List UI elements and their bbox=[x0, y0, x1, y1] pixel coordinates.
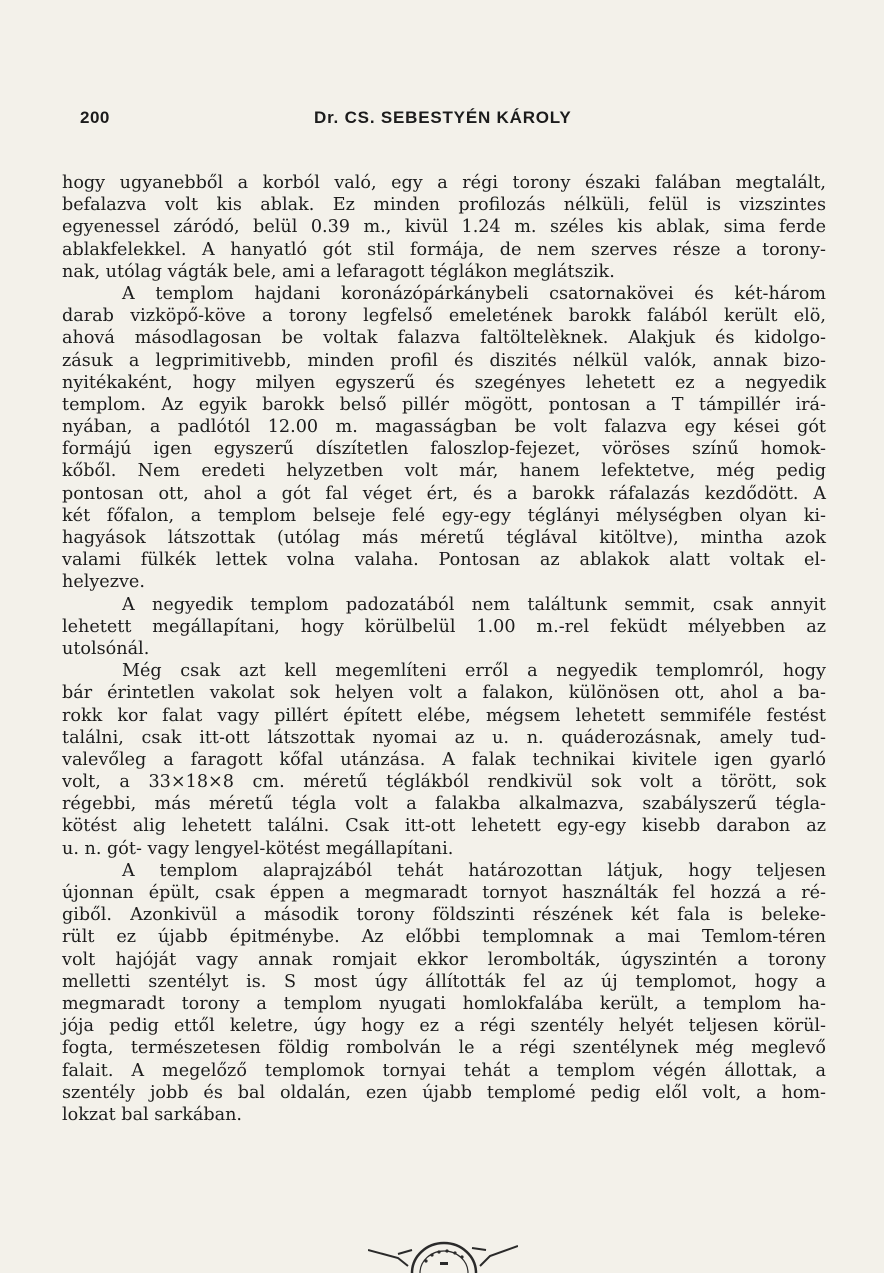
text-line: hogy ugyanebből a korból való, egy a régi torony északi falában megtalált, bbox=[62, 173, 826, 193]
text-line: volt hajóját vagy annak romjait ekkor lerombolták, úgyszintén a torony bbox=[62, 949, 826, 970]
text-line: ahová másodlagosan be voltak falazva faltöltelèknek. Alakjuk és kidolgo- bbox=[62, 328, 826, 349]
text-line: nak, utólag vágták bele, ami a lefaragott téglákon meglátszik. bbox=[62, 261, 615, 282]
page-header bbox=[60, 108, 824, 136]
text-line: pontosan ott, ahol a gót fal véget ért, és a barokk ráfalazás kezdődött. A bbox=[62, 483, 826, 504]
running-head: Dr. CS. SEBESTYÉN KÁROLY bbox=[314, 108, 572, 127]
text-line: helyezve. bbox=[62, 572, 145, 593]
text-line: valevőleg a faragott kőfal utánzása. A falak technikai kivitele igen gyarló bbox=[62, 749, 826, 770]
body-text bbox=[62, 172, 826, 1126]
text-line: befalazva volt kis ablak. Ez minden profilozás nélküli, felül is vizszintes bbox=[62, 195, 826, 216]
text-line: nyitékaként, hogy milyen egyszerű és szegényes lehetett ez a negyedik bbox=[62, 372, 826, 393]
text-line: utolsónál. bbox=[62, 638, 150, 659]
text-line: kötést alig lehetett találni. Csak itt-ott lehetett egy-egy kisebb darabon az bbox=[62, 816, 826, 837]
text-line: fogta, természetesen földig rombolván le a régi szentélynek még meglevő bbox=[62, 1038, 826, 1059]
library-stamp-icon bbox=[368, 1228, 518, 1273]
text-line: rokk kor falat vagy pillért épített elébe, mégsem lehetett semmiféle festést bbox=[62, 705, 826, 726]
text-line: volt, a 33×18×8 cm. méretű téglákból rendkivül sok volt a törött, sok bbox=[62, 772, 826, 793]
text-line: találni, csak itt-ott látszottak nyomai az u. n. quáderozásnak, amely tud- bbox=[62, 727, 826, 748]
text-line: zásuk a legprimitivebb, minden profil és diszités nélkül valók, annak bizo- bbox=[62, 350, 826, 371]
text-line: kőből. Nem eredeti helyzetben volt már, hanem lefektetve, még pedig bbox=[62, 461, 826, 482]
text-line: melletti szentélyt is. S most úgy állították fel az új templomot, hogy a bbox=[62, 971, 826, 992]
text-line: lehetett megállapítani, hogy körülbelül 1.00 m.-rel feküdt mélyebben az bbox=[62, 616, 826, 637]
text-line: szentély jobb és bal oldalán, ezen újabb templomé pedig elől volt, a hom- bbox=[62, 1082, 826, 1103]
text-line: megmaradt torony a templom nyugati homlokfalába került, a templom ha- bbox=[62, 993, 826, 1014]
text-line: formájú igen egyszerű díszítetlen faloszlop-fejezet, vöröses színű homok- bbox=[62, 439, 826, 460]
text-line: Még csak azt kell megemlíteni erről a negyedik templomról, hogy bbox=[122, 661, 826, 682]
text-line: lokzat bal sarkában. bbox=[62, 1104, 243, 1125]
text-line: nyában, a padlótól 12.00 m. magasságban be volt falazva egy kései gót bbox=[62, 417, 826, 438]
text-line: darab vizköpő-köve a torony legfelső emeletének barokk falából került elö, bbox=[62, 306, 826, 327]
text-line: régebbi, más méretű tégla volt a falakba alkalmazva, szabályszerű tégla- bbox=[62, 794, 826, 815]
text-line: u. n. gót- vagy lengyel-kötést megállapítani. bbox=[62, 838, 454, 859]
text-line: A templom alaprajzából tehát határozottan látjuk, hogy teljesen bbox=[122, 860, 826, 881]
text-line: valami fülkék lettek volna valaha. Pontosan az ablakok alatt voltak el- bbox=[62, 550, 826, 571]
text-line: templom. Az egyik barokk belső pillér mögött, pontosan a T támpillér irá- bbox=[62, 394, 826, 415]
text-line: jója pedig ettől keletre, úgy hogy ez a régi szentély helyét teljesen körül- bbox=[62, 1016, 826, 1037]
text-line: rült ez újabb épitménybe. Az előbbi templomnak a mai Temlom-téren bbox=[62, 927, 826, 948]
text-line: A negyedik templom padozatából nem találtunk semmit, csak annyit bbox=[122, 594, 826, 615]
text-line: egyenessel záródó, belül 0.39 m., kivül 1.24 m. széles kis ablak, sima ferde bbox=[62, 217, 826, 238]
text-line: A templom hajdani koronázópárkánybeli csatornakövei és két-három bbox=[122, 283, 826, 304]
text-line: hagyások látszottak (utólag más méretű téglával kitöltve), mintha azok bbox=[62, 528, 826, 548]
text-line: giből. Azonkivül a második torony földszinti részének két fala is beleke- bbox=[62, 905, 826, 926]
text-line: újonnan épült, csak éppen a megmaradt tornyot használták fel hozzá a ré- bbox=[62, 883, 826, 903]
text-line: bár érintetlen vakolat sok helyen volt a falakon, különösen ott, ahol a ba- bbox=[62, 683, 826, 704]
text-line: két főfalon, a templom belseje felé egy-egy téglányi mélységben olyan ki- bbox=[62, 505, 826, 526]
page-number: 200 bbox=[80, 108, 110, 127]
text-line: falait. A megelőző templomok tornyai tehát a templom végén állottak, a bbox=[62, 1060, 826, 1081]
text-line: ablakfelekkel. A hanyatló gót stil formája, de nem szerves része a torony- bbox=[62, 239, 826, 260]
